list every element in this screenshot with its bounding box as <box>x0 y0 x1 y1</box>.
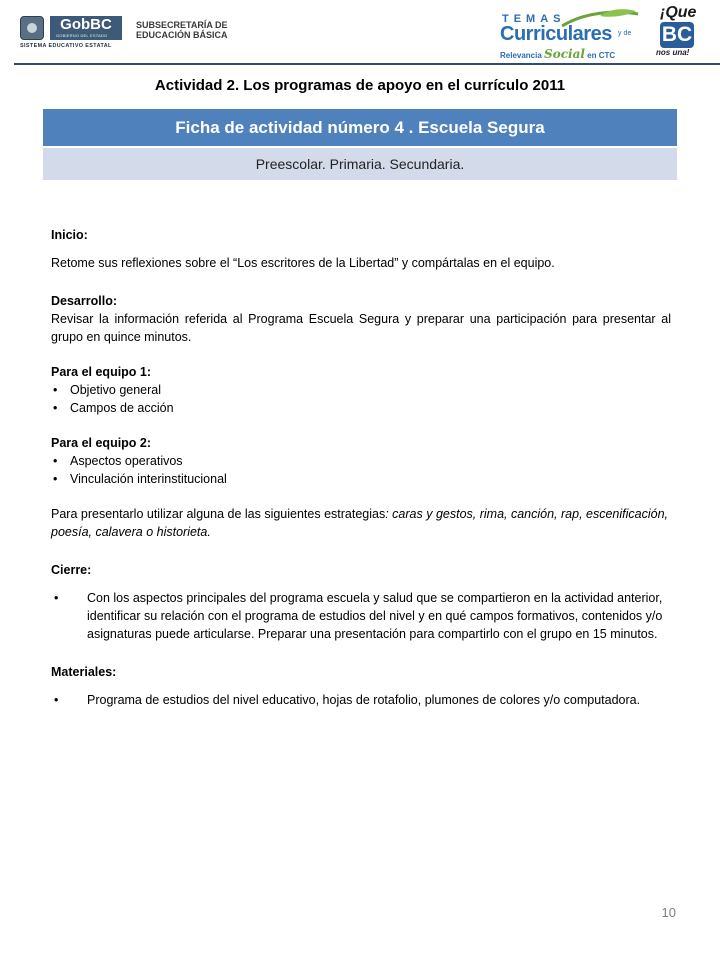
header-divider <box>14 63 720 65</box>
subsecretaria-label <box>136 20 228 40</box>
list-item: • Campos de acción <box>51 399 671 417</box>
list-item: • Con los aspectos principales del programa escuela y salud que se compartieron en la actividad anterior, identificar su relación con el programa de estudios del nivel y en qué campos formativos, contenidos y/o asignaturas puede articularse. Preparar una presentación para compartirlo con el grupo en 15 minutos. <box>51 589 671 643</box>
estrategias-text <box>51 505 671 541</box>
bc-label: BC <box>661 23 693 46</box>
estrategias-options: : caras y gestos, rima, canción, rap, escenificación, poesía, calavera o historieta. <box>51 507 668 539</box>
page-number: 10 <box>661 905 676 920</box>
gobbc-logo <box>20 16 122 48</box>
relevancia-label: Relevancia <box>500 51 542 60</box>
document-title: Actividad 2. Los programas de apoyo en el currículo 2011 <box>154 77 566 94</box>
inicio-heading: Inicio: <box>51 228 88 242</box>
estrategias-lead: Para presentarlo utilizar alguna de las siguientes estrategias <box>51 507 386 521</box>
gobbc-subtext: GOBIERNO DEL ESTADO <box>56 33 108 38</box>
state-seal-icon <box>20 16 44 40</box>
que-label: ¡Que <box>660 4 697 21</box>
cierre-heading: Cierre: <box>51 563 92 577</box>
activity-content <box>51 226 671 709</box>
school-levels-bar: Preescolar. Primaria. Secundaria. <box>43 148 677 180</box>
nos-una-label: nos una! <box>656 48 690 57</box>
y-de-label: y de <box>618 30 632 37</box>
social-label: Social <box>544 47 585 61</box>
equipo2-heading: Para el equipo 2: <box>51 436 152 450</box>
materiales-list <box>51 691 671 709</box>
materiales-heading: Materiales: <box>51 665 117 679</box>
relevancia-social-label <box>500 47 615 61</box>
equipo2-list <box>51 452 671 488</box>
gobbc-tagline: SISTEMA EDUCATIVO ESTATAL <box>20 43 112 49</box>
desarrollo-heading: Desarrollo: <box>51 294 117 308</box>
list-item: • Programa de estudios del nivel educativo, hojas de rotafolio, plumones de colores y/o computadora. <box>51 691 671 709</box>
ficha-banner: Ficha de actividad número 4 . Escuela Segura <box>43 109 677 146</box>
list-item: • Aspectos operativos <box>51 452 671 470</box>
equipo1-list <box>51 381 671 417</box>
temas-label: TEMAS <box>502 13 566 25</box>
list-item: • Objetivo general <box>51 381 671 399</box>
subsecretaria-line2: EDUCACIÓN BÁSICA <box>136 30 228 40</box>
temas-curriculares-logo <box>500 8 652 61</box>
ctc-label: en CTC <box>587 51 616 60</box>
subsecretaria-line1: SUBSECRETARÍA DE <box>136 20 228 30</box>
list-item: • Vinculación interinstitucional <box>51 470 671 488</box>
curriculares-label: Curriculares <box>500 23 612 45</box>
desarrollo-text: Revisar la información referida al Programa Escuela Segura y preparar una participación para presentar al grupo en quince minutos. <box>51 312 671 344</box>
equipo1-heading: Para el equipo 1: <box>51 365 152 379</box>
gobbc-wordmark: GobBC <box>50 16 122 40</box>
inicio-text: Retome sus reflexiones sobre el “Los escritores de la Libertad” y compártalas en el equipo. <box>51 256 555 270</box>
cierre-list <box>51 589 671 643</box>
que-bc-nos-una-logo <box>656 4 708 62</box>
page-header <box>0 0 720 68</box>
